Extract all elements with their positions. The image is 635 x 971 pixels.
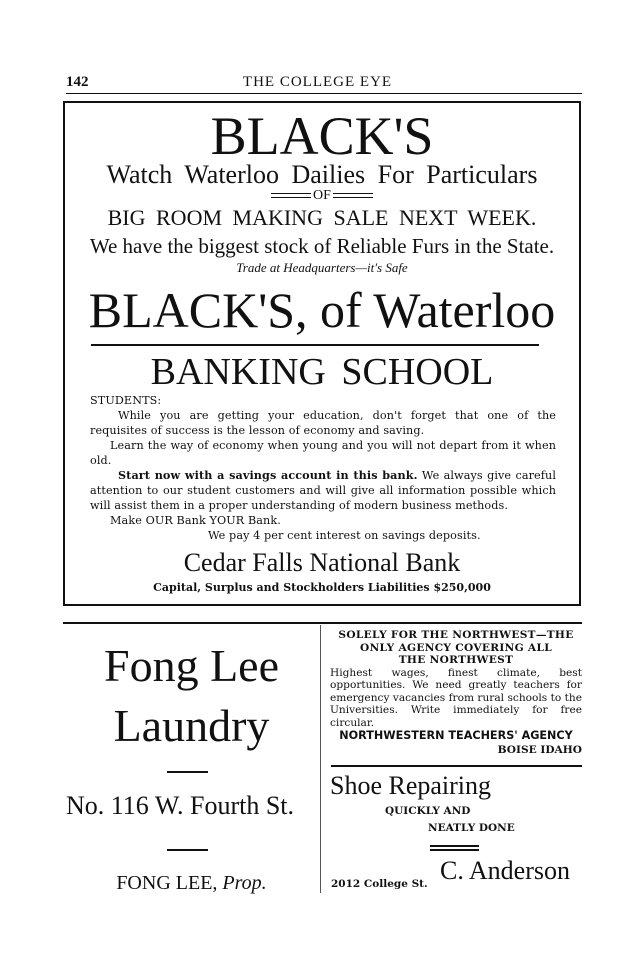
laundry-proprietor-name: FONG LEE, (116, 872, 223, 894)
bank-rate: We pay 4 per cent interest on savings deposits. (208, 529, 481, 542)
teachers-shoe-separator (331, 765, 582, 767)
teachers-ad (330, 629, 582, 729)
bank-slogan: Make OUR Bank YOUR Bank. (110, 514, 281, 527)
laundry-rule-2 (167, 849, 208, 851)
laundry-name-line1: Fong Lee (103, 640, 279, 691)
teachers-agency-city: BOISE IDAHO (497, 744, 582, 756)
bank-paragraph-2: Learn the way of economy when young and you will not depart from it when old. (90, 439, 556, 467)
shoe-line-2: NEATLY DONE (428, 822, 515, 834)
shoe-address: 2012 College St. (331, 878, 428, 890)
blacks-signature: BLACK'S, of Waterloo (88, 282, 556, 338)
column-divider (320, 625, 321, 893)
bank-capital: Capital, Surplus and Stockholders Liabilities $250,000 (153, 581, 491, 594)
shoe-proprietor: C. Anderson (440, 856, 570, 885)
shoe-title: Shoe Repairing (330, 771, 492, 800)
teachers-headline-3: THE NORTHWEST (398, 654, 514, 666)
bank-paragraph-1: While you are getting your education, don't forget that one of the requisites of success is the lesson of economy and saving. (90, 409, 556, 437)
blacks-stock-line: We have the biggest stock of Reliable Furs in the State. (89, 234, 555, 258)
page-number: 142 (66, 74, 89, 90)
bank-paragraph-3 (90, 468, 556, 513)
header-rule (66, 93, 582, 94)
teachers-body: Highest wages, finest climate, best opportunities. We need greatly teachers for emergency vacancies from rural schools to the Universities. Write immediately for free circular. (330, 666, 582, 729)
bank-title: BANKING SCHOOL (150, 351, 494, 393)
laundry-rule-1 (167, 771, 208, 773)
laundry-name-line2: Laundry (113, 700, 270, 751)
bank-body (90, 393, 556, 543)
blacks-title: BLACK'S (210, 106, 434, 166)
blacks-of: OF (313, 188, 331, 203)
teachers-headline-1: SOLELY FOR THE NORTHWEST—THE (338, 629, 574, 641)
double-rule-left (271, 193, 311, 198)
blacks-subtitle: Watch Waterloo Dailies For Particulars (106, 160, 538, 189)
blacks-sale-line: BIG ROOM MAKING SALE NEXT WEEK. (107, 205, 537, 230)
laundry-address: No. 116 W. Fourth St. (65, 791, 295, 820)
laundry-proprietor (63, 870, 320, 896)
bank-bold-lead: Start now with a savings account in this bank. (118, 468, 418, 482)
laundry-proprietor-title: Prop. (222, 872, 267, 894)
bank-name: Cedar Falls National Bank (183, 548, 461, 577)
teachers-agency-name: NORTHWESTERN TEACHERS' AGENCY (339, 729, 573, 742)
running-head: THE COLLEGE EYE (242, 74, 393, 90)
bank-paragraph-3-rest: We always give careful attention to our student customers and will give all information possible which will assist them in a proper understanding of modern business methods. (90, 469, 556, 512)
shoe-double-rule-top (430, 845, 479, 847)
blacks-of-line (63, 189, 581, 203)
lower-top-rule (63, 622, 582, 624)
teachers-headline-2: ONLY AGENCY COVERING ALL (360, 641, 552, 654)
shoe-double-rule-bottom (430, 849, 479, 851)
double-rule-right (333, 193, 373, 198)
bank-salutation: STUDENTS: (90, 394, 162, 407)
blacks-tagline: Trade at Headquarters—it's Safe (236, 260, 408, 275)
shoe-line-1: QUICKLY AND (385, 805, 471, 817)
blacks-bank-separator (91, 344, 539, 346)
